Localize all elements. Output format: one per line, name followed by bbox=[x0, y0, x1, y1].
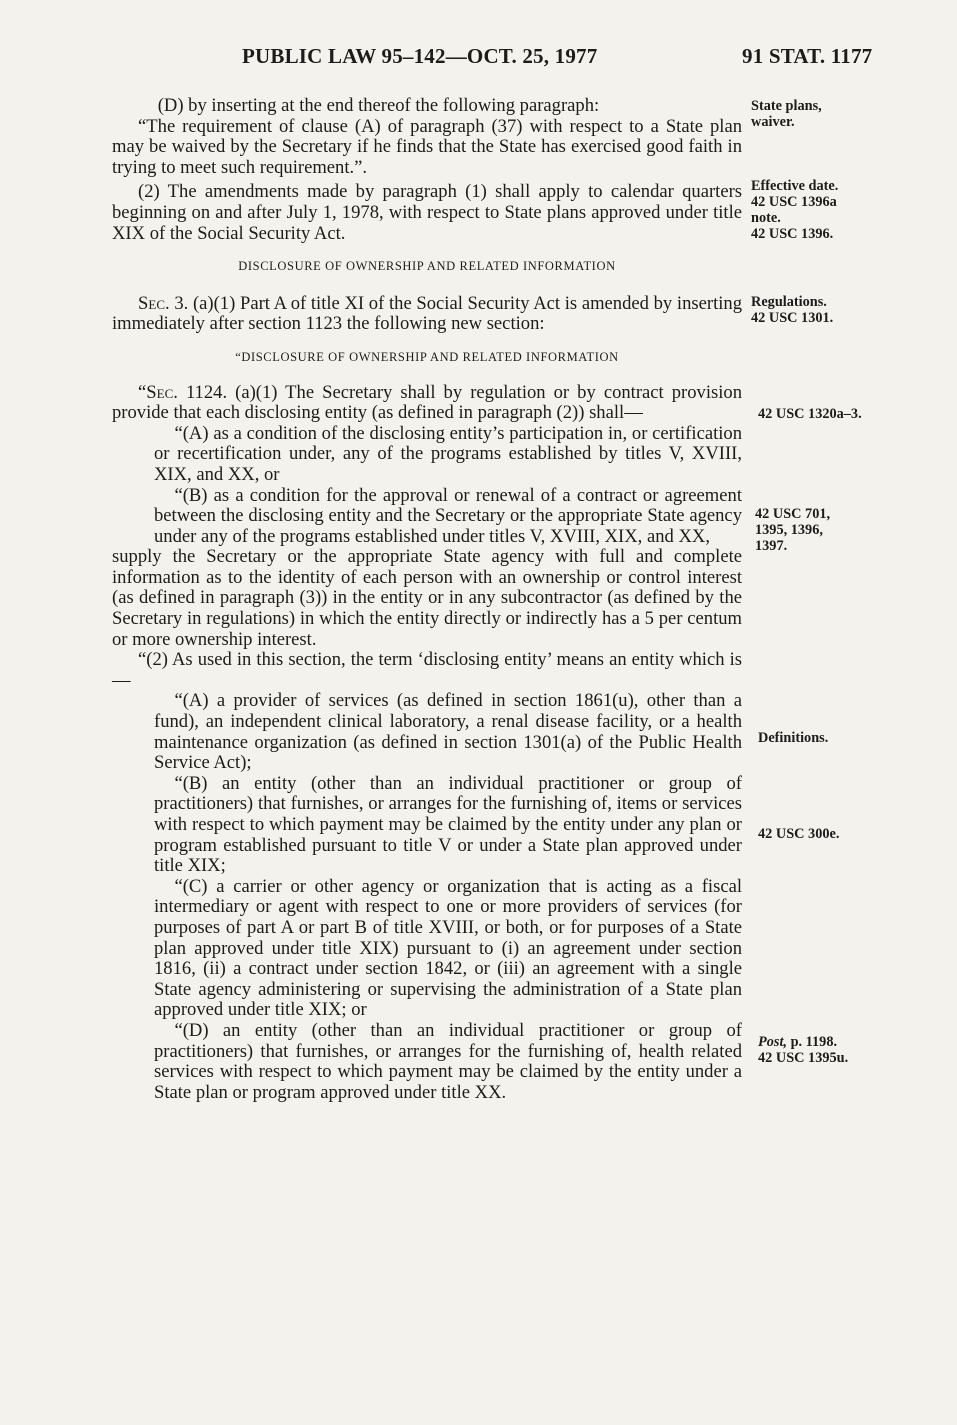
running-header-stat: 91 STAT. 1177 bbox=[742, 44, 873, 68]
paragraph-sec-1124 bbox=[112, 383, 742, 424]
margin-line: Regulations. bbox=[751, 294, 827, 310]
margin-line: Effective date. bbox=[751, 178, 839, 194]
sec-1124-text: 1124. (a)(1) The Secretary shall by regulation or by contract provision provide that each disclosing entity (as defined in paragraph (2)) shall— bbox=[112, 381, 742, 424]
margin-line: Definitions. bbox=[758, 730, 829, 746]
margin-note-1320a bbox=[758, 406, 862, 422]
sec-label-1124: “Sec. bbox=[138, 381, 178, 403]
paragraph-supply: supply the Secretary or the appropriate State agency with full and complete information as to the identity of each person with an ownership or control interest (as defined in paragraph (3)) in the entity or in any subcontractor (as defined by the Secretary in regulations) in which the entity directly or indirectly has a 5 per centum or more ownership interest. bbox=[112, 546, 742, 650]
margin-italic: Post, bbox=[758, 1034, 787, 1050]
margin-line: 42 USC 1320a–3. bbox=[758, 406, 862, 422]
definition-d: “(D) an entity (other than an individual practitioner or group of practitioners) that furnishes, or arranges for the furnishing of, health related services with respect to which payment may be claimed by the entity under a State plan or program approved under title XX. bbox=[154, 1019, 742, 1103]
paragraph-quote-waiver: “The requirement of clause (A) of paragraph (37) with respect to a State plan may be waived by the Secretary if he finds that the State has exercised good faith in trying to meet such requirement.”. bbox=[112, 115, 742, 178]
margin-note-effective-date bbox=[751, 178, 838, 242]
clause-b-contract: “(B) as a condition for the approval or renewal of a contract or agreement between the disclosing entity and the Secretary or the appropriate State agency under any of the programs established under titles V, XVIII, XIX, and XX, bbox=[154, 484, 742, 547]
definition-a: “(A) a provider of services (as defined in section 1861(u), other than a fund), an independent clinical laboratory, a renal disease facility, or a health maintenance organization (as defined in section 1301(a) of the Public Health Service Act); bbox=[154, 690, 742, 774]
section-heading: DISCLOSURE OF OWNERSHIP AND RELATED INFORMATION bbox=[238, 259, 616, 274]
margin-line: 42 USC 1396a bbox=[751, 194, 837, 210]
margin-line: 1395, 1396, bbox=[755, 522, 823, 538]
paragraph-d: (D) by inserting at the end thereof the following paragraph: bbox=[157, 95, 600, 116]
margin-note-post bbox=[758, 1034, 848, 1066]
margin-line: State plans, bbox=[751, 98, 822, 114]
margin-line: note. bbox=[751, 210, 781, 226]
margin-line: 42 USC 1396. bbox=[751, 226, 834, 242]
margin-line: 42 USC 1395u. bbox=[758, 1050, 849, 1066]
main-text bbox=[112, 96, 742, 1103]
margin-line: 1397. bbox=[755, 538, 788, 554]
margin-note-300e bbox=[758, 826, 839, 842]
clause-a-participation: “(A) as a condition of the disclosing entity’s participation in, or certification or recertification under, any of the programs established by titles V, XVIII, XIX, and XX, or bbox=[154, 422, 742, 485]
running-header-title: PUBLIC LAW 95–142—OCT. 25, 1977 bbox=[242, 44, 598, 68]
margin-line: p. 1198. bbox=[787, 1034, 838, 1050]
margin-line: 42 USC 701, bbox=[755, 506, 831, 522]
margin-line: 42 USC 300e. bbox=[758, 826, 840, 842]
subsection-heading: “DISCLOSURE OF OWNERSHIP AND RELATED INFORMATION bbox=[235, 349, 619, 364]
paragraph-2-effective: (2) The amendments made by paragraph (1) shall apply to calendar quarters beginning on and after July 1, 1978, with respect to State plans approved under title XIX of the Social Security Act. bbox=[112, 181, 742, 244]
margin-note-titles bbox=[755, 506, 830, 554]
sec-3-text: 3. (a)(1) Part A of title XI of the Social Security Act is amended by inserting immediately after section 1123 the following new section: bbox=[112, 292, 742, 335]
sec-label: Sec. bbox=[138, 292, 170, 314]
paragraph-definitions: “(2) As used in this section, the term ‘disclosing entity’ means an entity which is— bbox=[112, 649, 742, 691]
margin-note-state-plans bbox=[751, 98, 822, 130]
paragraph-sec-3 bbox=[112, 294, 742, 335]
definition-c: “(C) a carrier or other agency or organization that is acting as a fiscal intermediary or agent with respect to one or more providers of services (for purposes of part A or part B of title XVIII, or both, or for purposes of a State plan approved under title XIX) pursuant to (i) an agreement under section 1816, (ii) a contract under section 1842, or (iii) an agreement with a single State agency administering or supervising the administration of a State plan approved under title XIX; or bbox=[154, 875, 742, 1021]
margin-line: waiver. bbox=[751, 114, 795, 130]
definition-b: “(B) an entity (other than an individual practitioner or group of practitioners) that furnishes, or arranges for the furnishing of, items or services with respect to which payment may be claimed by the entity under any plan or program established pursuant to title V or under a State plan approved under title XIX; bbox=[154, 772, 742, 877]
margin-note-definitions bbox=[758, 730, 828, 746]
margin-line: 42 USC 1301. bbox=[751, 310, 834, 326]
margin-note-regulations bbox=[751, 294, 833, 326]
